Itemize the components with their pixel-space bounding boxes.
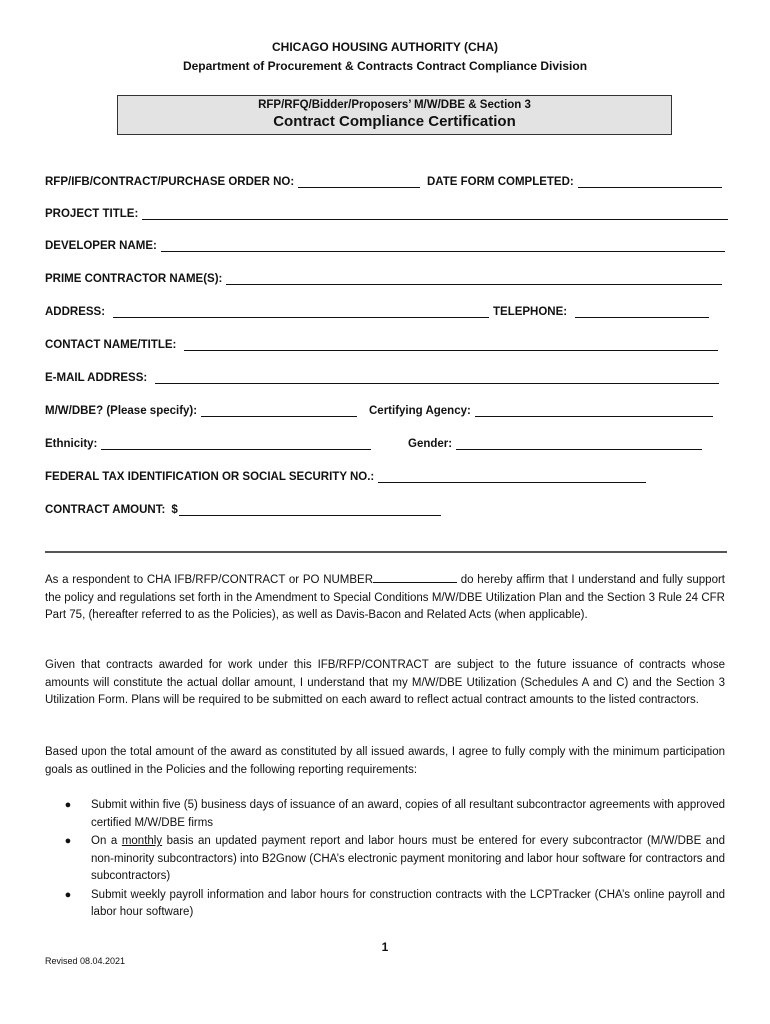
- ethnicity-label: Ethnicity:: [45, 438, 98, 450]
- telephone-field: [493, 306, 709, 318]
- page-number: 1: [381, 940, 389, 954]
- header-org: CHICAGO HOUSING AUTHORITY (CHA): [272, 40, 498, 54]
- dollar-sign: $: [171, 504, 178, 516]
- list-item: [45, 797, 725, 832]
- project-title-input[interactable]: [142, 208, 728, 220]
- tax-id-label: FEDERAL TAX IDENTIFICATION OR SOCIAL SECURITY NO.:: [45, 471, 375, 483]
- email-label: E-MAIL ADDRESS:: [45, 372, 148, 384]
- mwdbe-field: [45, 405, 357, 417]
- po-no-label: RFP/IFB/CONTRACT/PURCHASE ORDER NO:: [45, 176, 295, 188]
- address-input[interactable]: [113, 306, 489, 318]
- contract-amount-field: [45, 504, 441, 516]
- gender-field: [408, 438, 702, 450]
- email-input[interactable]: [155, 372, 719, 384]
- monthly-emphasis: monthly: [121, 835, 163, 847]
- po-no-input[interactable]: [298, 176, 420, 188]
- bullet-icon: ●: [64, 888, 72, 901]
- requirement-3-text: Submit weekly payroll information and labor hours for construction contracts with the LCPTracker (CHA’s online payroll and labor hour software): [91, 888, 725, 918]
- tax-id-input[interactable]: [378, 471, 646, 483]
- form-subtitle: RFP/RFQ/Bidder/Proposers’ M/W/DBE & Section 3: [258, 99, 531, 111]
- ethnicity-field: [45, 438, 371, 450]
- requirement-1-text: Submit within five (5) business days of issuance of an award, copies of all resultant subcontractor agreements with approved certified M/W/DBE firms: [91, 799, 725, 829]
- telephone-input[interactable]: [575, 306, 709, 318]
- title-box: [117, 95, 672, 135]
- mwdbe-input[interactable]: [201, 405, 357, 417]
- paragraph-contracts: Given that contracts awarded for work under this IFB/RFP/CONTRACT are subject to the future issuance of contracts whose amounts will constitute the actual dollar amount, I understand that my M/W/DBE Utilization (Schedules A and C) and the Section 3 Utilization Form. Plans will be required to be submitted on each award to reflect actual contract amounts to the listed contractors.: [45, 659, 725, 706]
- prime-contractor-label: PRIME CONTRACTOR NAME(S):: [45, 273, 223, 285]
- email-field: [45, 372, 719, 384]
- prime-contractor-input[interactable]: [226, 273, 722, 285]
- contact-input[interactable]: [184, 339, 718, 351]
- requirement-2-text: On a monthly basis an updated payment report and labor hours must be entered for every subcontractor (M/W/DBE and non-minority subcontractors) into B2Gnow (CHA’s electronic payment monitoring and labor hour software for contractors and subcontractors): [91, 835, 725, 882]
- requirements-list: [45, 797, 725, 923]
- certifying-agency-field: [369, 405, 713, 417]
- developer-name-label: DEVELOPER NAME:: [45, 240, 157, 252]
- po-no-field: [45, 176, 420, 188]
- bullet-icon: ●: [64, 799, 72, 811]
- affirmation-text-start: As a respondent to CHA IFB/RFP/CONTRACT or PO NUMBER: [45, 574, 374, 586]
- po-number-blank[interactable]: [373, 571, 457, 583]
- developer-name-field: [45, 240, 725, 252]
- section-divider: [45, 551, 727, 553]
- affirmation-text-end: do hereby affirm that I understand and fully support the policy and regulations set forth in the Amendment to Special Conditions M/W/DBE Utilization Plan and the Section 3 Rule 24 CFR Part 75, (hereafter referred to as the Policies), as well as Davis-Bacon and Related Acts (when applicable).: [45, 574, 725, 621]
- contract-amount-input[interactable]: [179, 504, 441, 516]
- list-item: [45, 833, 725, 886]
- contract-amount-label: CONTRACT AMOUNT:: [45, 504, 166, 516]
- gender-label: Gender:: [408, 438, 453, 450]
- address-label: ADDRESS:: [45, 306, 106, 318]
- contact-label: CONTACT NAME/TITLE:: [45, 339, 177, 351]
- paragraph-compliance: Based upon the total amount of the award as constituted by all issued awards, I agree to fully comply with the minimum participation goals as outlined in the Policies and the following reporting requirements:: [45, 746, 725, 776]
- revision-date: Revised 08.04.2021: [45, 956, 126, 966]
- header-division: Department of Procurement & Contracts Contract Compliance Division: [182, 59, 588, 73]
- certifying-agency-label: Certifying Agency:: [369, 405, 471, 417]
- telephone-label: TELEPHONE:: [493, 306, 568, 318]
- paragraph-affirmation: [45, 571, 725, 625]
- prime-contractor-field: [45, 273, 722, 285]
- form-title: Contract Compliance Certification: [273, 113, 516, 130]
- project-title-label: PROJECT TITLE:: [45, 208, 139, 220]
- address-field: [45, 306, 489, 318]
- developer-name-input[interactable]: [161, 240, 725, 252]
- mwdbe-label: M/W/DBE? (Please specify):: [45, 405, 198, 417]
- bullet-icon: ●: [64, 835, 72, 847]
- certifying-agency-input[interactable]: [475, 405, 713, 417]
- date-completed-field: [427, 176, 722, 188]
- document-header: [0, 38, 770, 76]
- project-title-field: [45, 208, 728, 220]
- contact-field: [45, 339, 718, 351]
- tax-id-field: [45, 471, 646, 483]
- date-completed-input[interactable]: [578, 176, 722, 188]
- date-completed-label: DATE FORM COMPLETED:: [427, 176, 574, 188]
- ethnicity-input[interactable]: [101, 438, 371, 450]
- list-item: [45, 887, 725, 922]
- gender-input[interactable]: [456, 438, 702, 450]
